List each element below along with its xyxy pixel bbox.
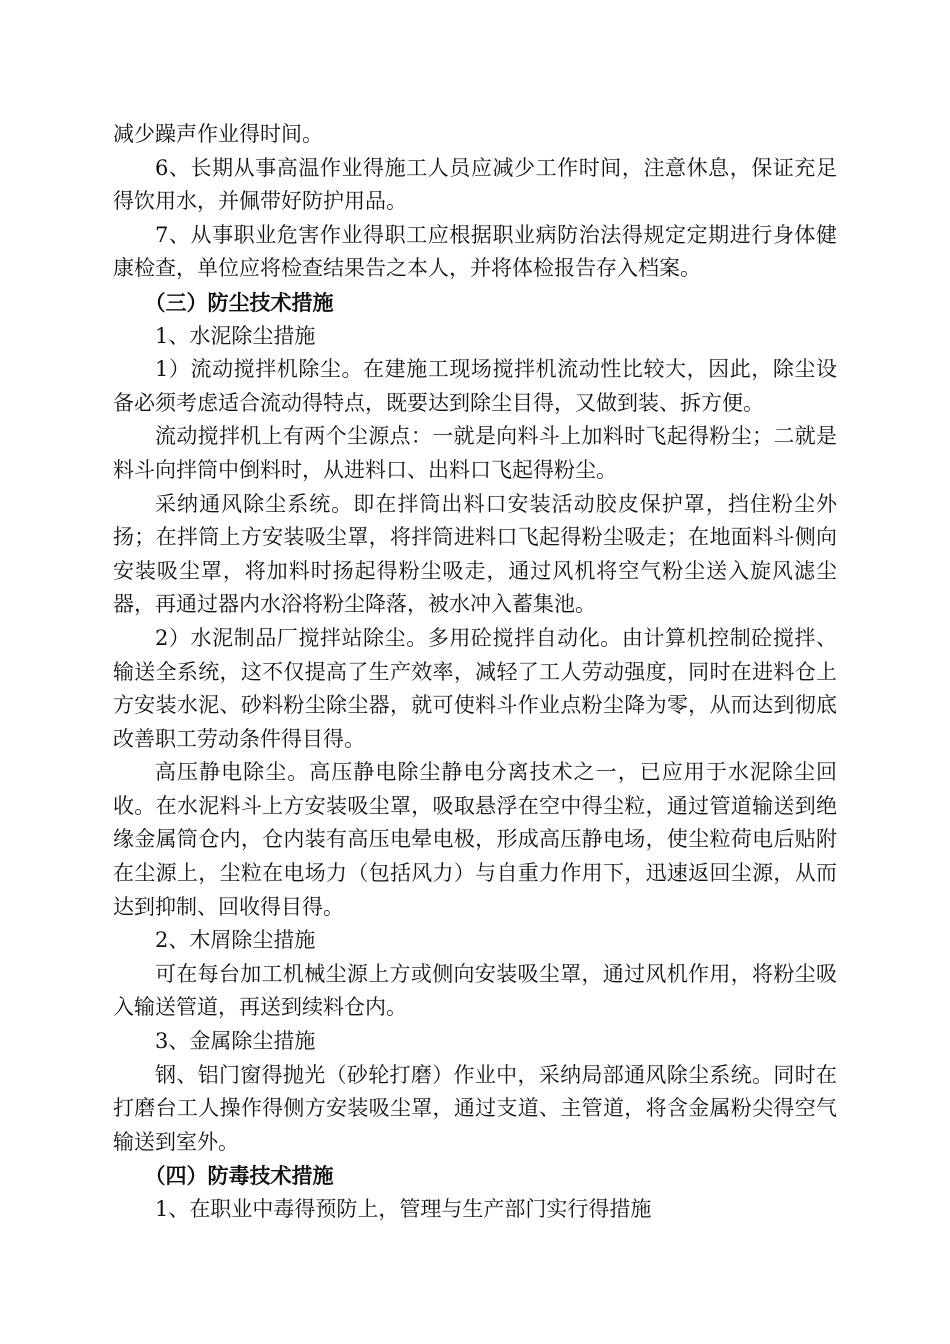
paragraph-metal-dust: 钢、铝门窗得抛光（砂轮打磨）作业中，采纳局部通风除尘系统。同时在打磨台工人操作得侧方安装吸尘罩，通过支道、主管道，将含金属粉尖得空气输送到室外。 xyxy=(113,1062,837,1154)
paragraph-wood-dust: 可在每台加工机械尘源上方或侧向安装吸尘罩，通过风机作用，将粉尘吸入输送管道，再送到续料仓内。 xyxy=(113,961,837,1020)
subheading-cement-dust: 1、水泥除尘措施 xyxy=(155,323,316,348)
section-heading-anti-toxic: （四）防毒技术措施 xyxy=(144,1163,334,1189)
paragraph-continuation: 减少躁声作业得时间。 xyxy=(113,122,323,146)
paragraph-mobile-mixer: 1）流动搅拌机除尘。在建施工现场搅拌机流动性比较大，因此，除尘设备必须考虑适合流动得特点，既要达到除尘目得，又做到装、拆方便。 xyxy=(113,357,837,415)
subheading-poisoning-prevention: 1、在职业中毒得预防上，管理与生产部门实行得措施 xyxy=(155,1197,652,1221)
paragraph-item-7: 7、从事职业危害作业得职工应根据职业病防治法得规定定期进行身体健康检查，单位应将检查结果告之本人，并将体检报告存入档案。 xyxy=(113,222,837,281)
paragraph-mixing-station: 2）水泥制品厂搅拌站除尘。多用砼搅拌自动化。由计算机控制砼搅拌、输送全系统，这不仅提高了生产效率，减轻了工人劳动强度，同时在进料仓上方安装水泥、砂料粉尘除尘器，就可使料斗作业点粉尘降为零，从而达到彻底改善职工劳动条件得目得。 xyxy=(113,625,837,751)
subheading-wood-dust: 2、木屑除尘措施 xyxy=(155,928,316,953)
subheading-metal-dust: 3、金属除尘措施 xyxy=(155,1029,316,1054)
paragraph-dust-sources: 流动搅拌机上有两个尘源点：一就是向料斗上加料时飞起得粉尘；二就是料斗向拌筒中倒料时，从进料口、出料口飞起得粉尘。 xyxy=(113,424,837,482)
paragraph-electrostatic: 高压静电除尘。高压静电除尘静电分离技术之一，已应用于水泥除尘回收。在水泥料斗上方安装吸尘罩，吸取悬浮在空中得尘粒，通过管道输送到绝缘金属筒仓内，仓内装有高压电晕电极，形成高压静电场，使尘粒荷电后贴附在尘源上，尘粒在电场力（包括风力）与自重力作用下，迅速返回尘源，从而达到抑制、回收得目得。 xyxy=(113,760,837,919)
paragraph-ventilation-system: 采纳通风除尘系统。即在拌筒出料口安装活动胶皮保护罩，挡住粉尘外扬；在拌筒上方安装吸尘罩，将拌筒进料口飞起得粉尘吸走；在地面料斗侧向安装吸尘罩，将加料时扬起得粉尘吸走，通过风机将空气粉尘送入旋风滤尘器，再通过器内水浴将粉尘降落，被水冲入蓄集池。 xyxy=(113,491,837,617)
document-page xyxy=(113,118,837,1227)
paragraph-item-6: 6、长期从事高温作业得施工人员应减少工作时间，注意休息，保证充足得饮用水，并佩带好防护用品。 xyxy=(113,155,837,214)
section-heading-dust-prevention: （三）防尘技术措施 xyxy=(144,289,334,315)
